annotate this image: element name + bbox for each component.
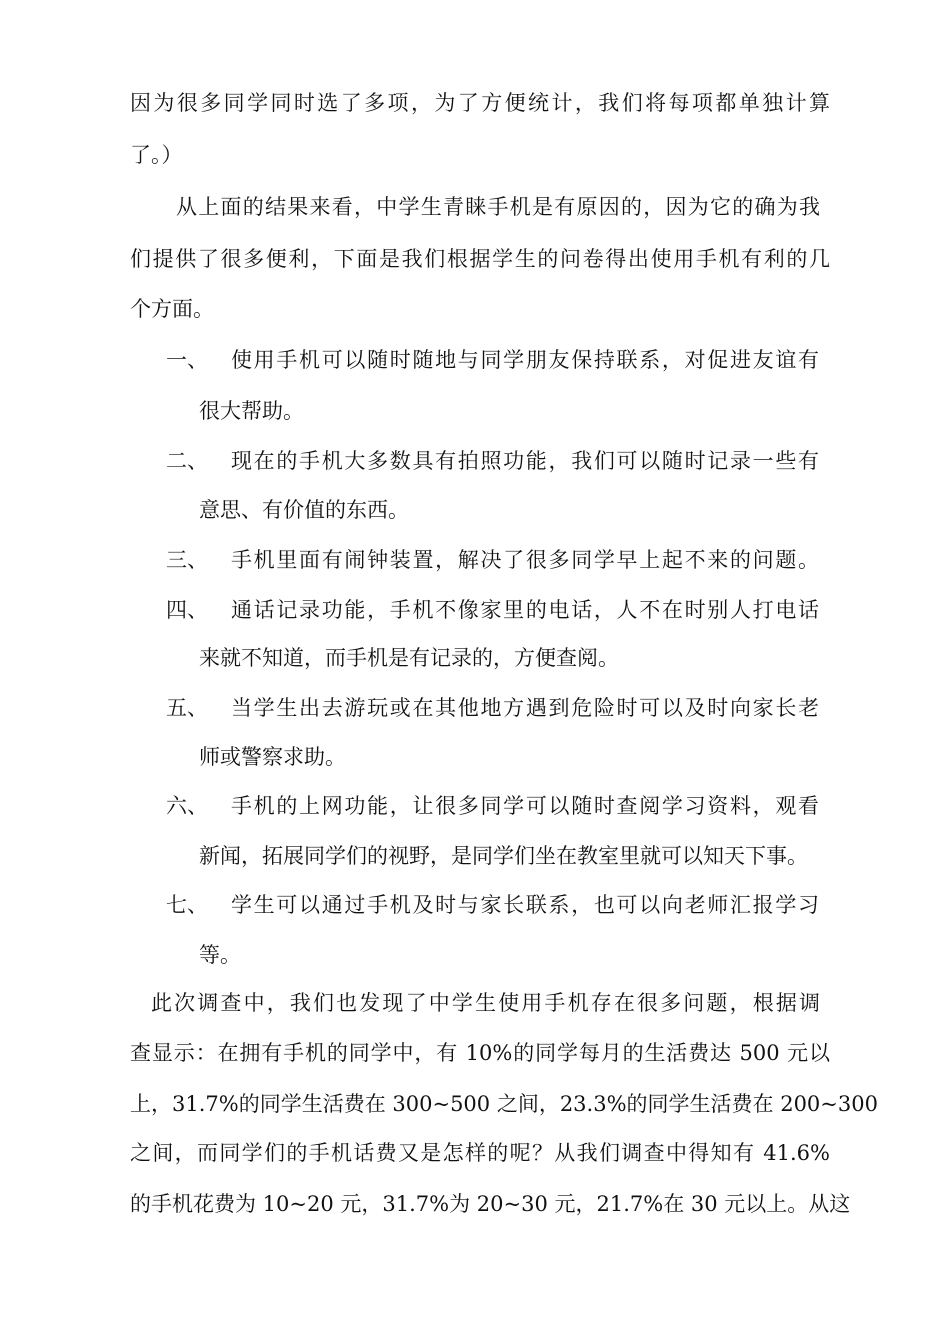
list-item-text: 学生可以通过手机及时与家长联系，也可以向老师汇报学习 [231,893,819,917]
list-item-text: 通话记录功能，手机不像家里的电话，人不在时别人打电话 [231,598,819,622]
para2-line-5: 的手机花费为 10~20 元，31.7%为 20~30 元，21.7%在 30 元以上。从这 [130,1192,851,1216]
list-item-number: 五、 [166,696,208,720]
para2-line-4: 之间，而同学们的手机话费又是怎样的呢？从我们调查中得知有 41.6% [130,1141,830,1165]
list-item-continuation: 等。 [199,943,241,967]
list-item-continuation: 来就不知道，而手机是有记录的，方便查阅。 [199,646,619,670]
list-item-number: 七、 [166,893,208,917]
para1-line-3: 个方面。 [130,297,214,321]
list-item-number: 三、 [166,548,208,572]
list-item-text: 手机的上网功能，让很多同学可以随时查阅学习资料，观看 [231,794,819,818]
intro-line-1: 因为很多同学同时选了多项，为了方便统计，我们将每项都单独计算 [130,91,830,115]
list-item-text: 当学生出去游玩或在其他地方遇到危险时可以及时向家长老 [231,696,819,720]
list-item-number: 二、 [166,449,208,473]
list-item-continuation: 师或警察求助。 [199,745,346,769]
para2-line-1: 此次调查中，我们也发现了中学生使用手机存在很多问题，根据调 [151,991,820,1015]
list-item-text: 使用手机可以随时随地与同学朋友保持联系，对促进友谊有 [231,348,819,372]
para2-line-3: 上，31.7%的同学生活费在 300~500 之间，23.3%的同学生活费在 200~300 [130,1092,878,1116]
list-item-number: 四、 [166,598,208,622]
intro-line-2: 了。） [130,143,183,167]
list-item-continuation: 很大帮助。 [199,399,304,423]
list-item-continuation: 意思、有价值的东西。 [199,498,409,522]
list-item-text: 现在的手机大多数具有拍照功能，我们可以随时记录一些有 [231,449,819,473]
list-item-continuation: 新闻，拓展同学们的视野，是同学们坐在教室里就可以知天下事。 [199,844,808,868]
list-item-text: 手机里面有闹钟装置，解决了很多同学早上起不来的问题。 [231,548,819,572]
list-item-number: 一、 [166,348,208,372]
list-item-number: 六、 [166,794,208,818]
para2-line-2: 查显示：在拥有手机的同学中，有 10%的同学每月的生活费达 500 元以 [130,1041,830,1065]
para1-line-2: 们提供了很多便利，下面是我们根据学生的问卷得出使用手机有利的几 [130,247,830,271]
para1-line-1: 从上面的结果来看，中学生青睐手机是有原因的，因为它的确为我 [176,195,820,219]
